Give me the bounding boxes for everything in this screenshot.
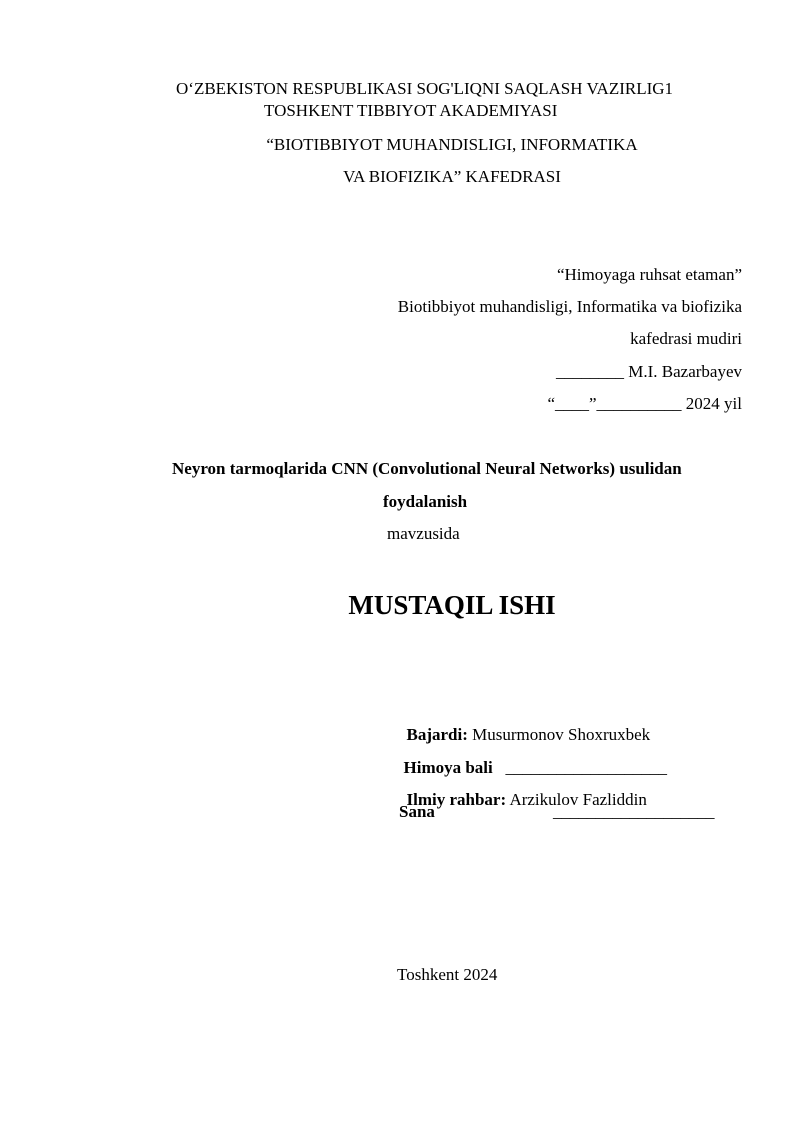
topic-line1: Neyron tarmoqlarida CNN (Convolutional Neural Networks) usulidan <box>172 459 682 478</box>
approval-line1: Biotibbiyot muhandisligi, Informatika va biofizika <box>397 297 742 316</box>
department-title-line1: “BIOTIBBIYOT MUHANDISLIGI, INFORMATIKA <box>266 135 638 154</box>
document-title: MUSTAQIL ISHI <box>348 590 556 620</box>
academy-title: TOSHKENT TIBBIYOT AKADEMIYASI <box>264 101 558 120</box>
date-blank: ___________________ <box>553 802 715 821</box>
score-label: Himoya bali <box>403 758 493 777</box>
performer-value: Musurmonov Shoxruxbek <box>467 725 651 744</box>
advisor-label: Ilmiy rahbar: <box>406 790 507 809</box>
approval-date: “____”__________ 2024 yil <box>547 394 742 413</box>
approval-heading: “Himoyaga ruhsat etaman” <box>556 265 742 284</box>
performer-label: Bajardi: <box>406 725 468 744</box>
ministry-title: O‘ZBEKISTON RESPUBLIKASI SOG'LIQNI SAQLASH VAZIRLIG1 <box>176 79 674 98</box>
department-title-line2: VA BIOFIZIKA” KAFEDRASI <box>343 167 561 186</box>
date-label: Sana <box>399 802 435 821</box>
city-year: Toshkent 2024 <box>397 965 498 984</box>
advisor-value: Arzikulov Fazliddin <box>506 790 647 809</box>
approval-signature: ________ M.I. Bazarbayev <box>555 362 742 381</box>
score-blank: ___________________ <box>492 758 668 777</box>
topic-suffix: mavzusida <box>387 524 460 543</box>
approval-line2: kafedrasi mudiri <box>630 329 742 348</box>
topic-line2: foydalanish <box>383 492 468 511</box>
